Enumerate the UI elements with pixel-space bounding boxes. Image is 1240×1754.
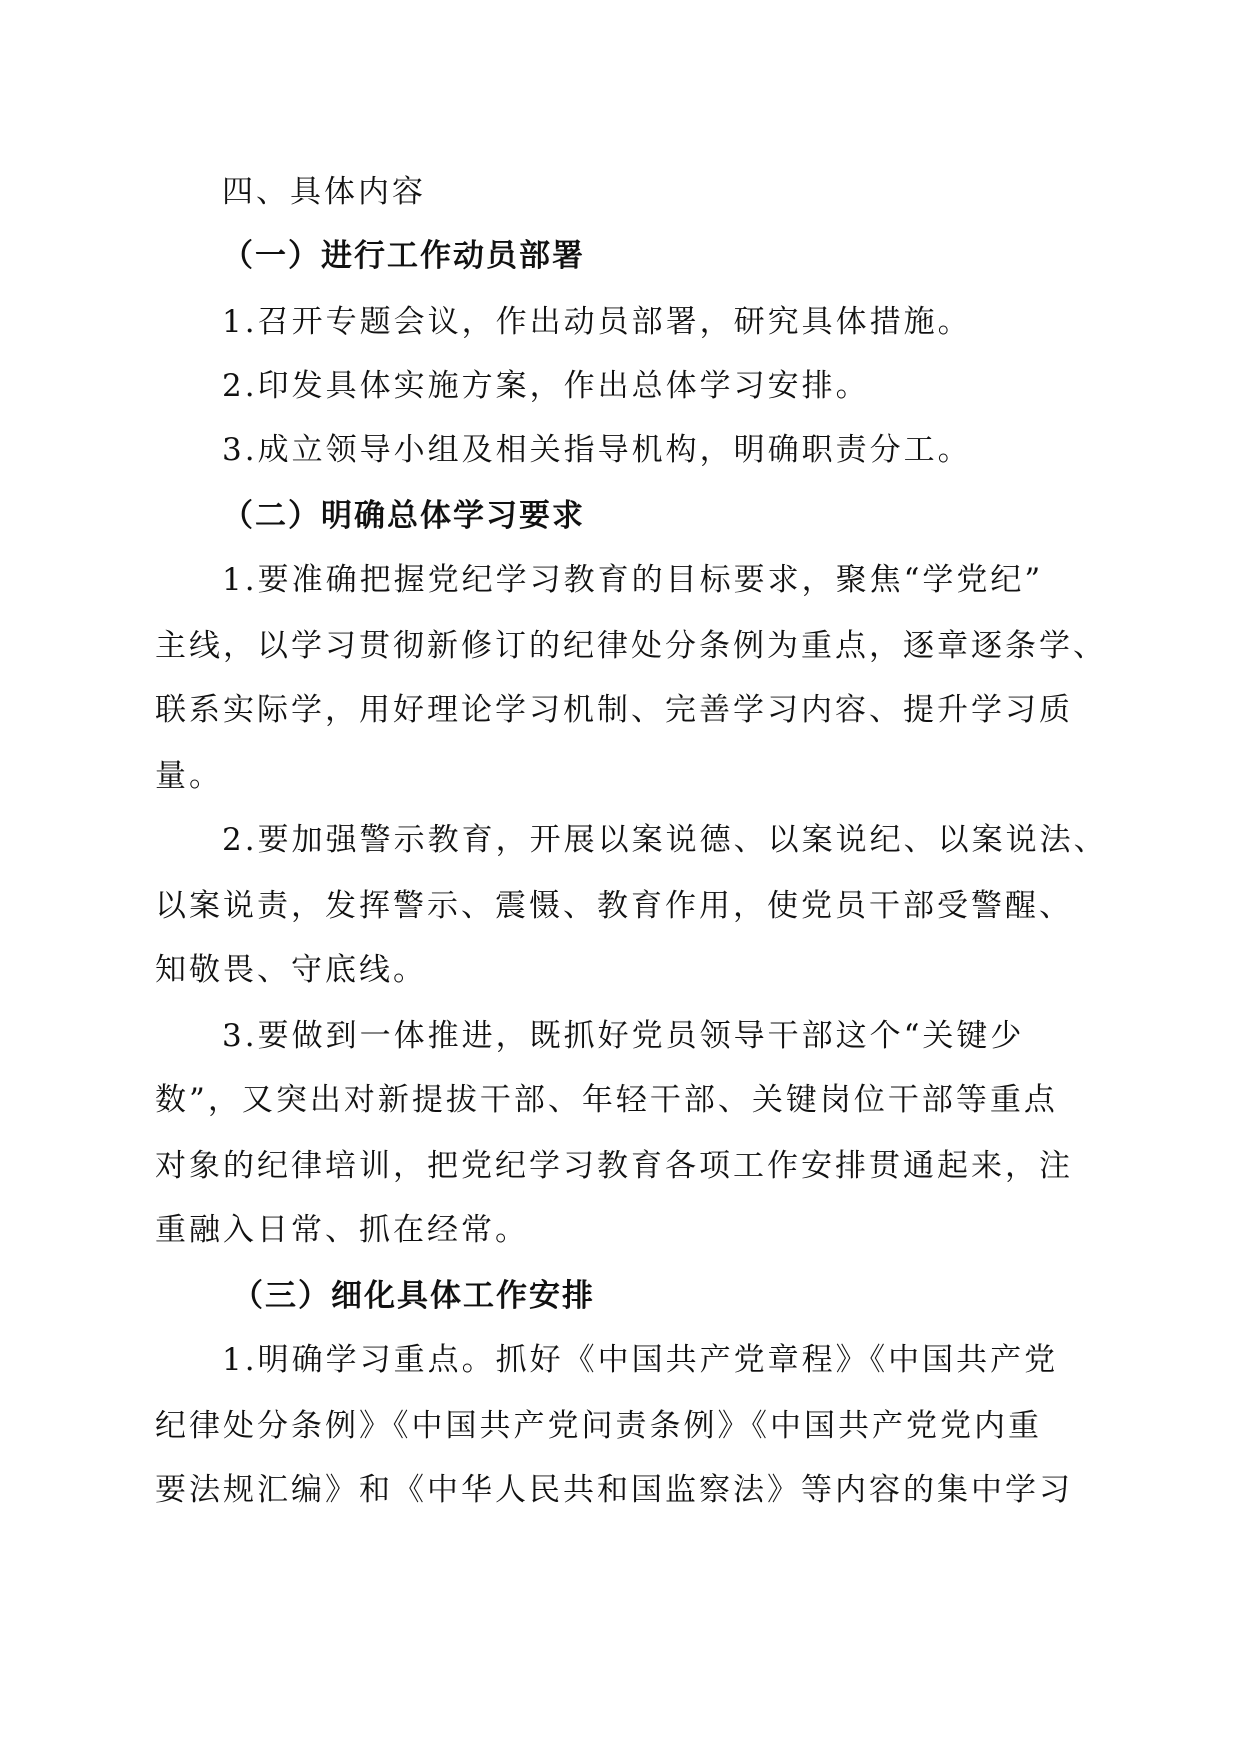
subsection-heading-2: （二）明确总体学习要求 — [222, 498, 585, 534]
subsection-heading-1: （一）进行工作动员部署 — [222, 238, 585, 274]
paragraph-line: 数”，又突出对新提拔干部、年轻干部、关键岗位干部等重点 — [155, 1082, 1058, 1118]
paragraph-line: 要法规汇编》和《中华人民共和国监察法》等内容的集中学习 — [155, 1472, 1073, 1508]
paragraph-line: 知敬畏、守底线。 — [155, 952, 427, 988]
paragraph-line: 对象的纪律培训，把党纪学习教育各项工作安排贯通起来，注 — [155, 1148, 1073, 1184]
paragraph-line: 量。 — [155, 758, 223, 794]
section-heading: 四、具体内容 — [222, 174, 426, 210]
paragraph-line: 3.要做到一体推进，既抓好党员领导干部这个“关键少 — [222, 1018, 1025, 1054]
paragraph-line: 纪律处分条例》《中国共产党问责条例》《中国共产党党内重 — [155, 1408, 1042, 1444]
paragraph-line: 1.明确学习重点。抓好《中国共产党章程》《中国共产党 — [222, 1342, 1059, 1378]
subsection-heading-3: （三）细化具体工作安排 — [232, 1278, 595, 1314]
paragraph-line: 以案说责，发挥警示、震慑、教育作用，使党员干部受警醒、 — [155, 888, 1073, 924]
list-item: 1.召开专题会议，作出动员部署，研究具体措施。 — [222, 304, 972, 340]
paragraph-line: 重融入日常、抓在经常。 — [155, 1212, 529, 1248]
list-item: 2.印发具体实施方案，作出总体学习安排。 — [222, 368, 870, 404]
paragraph-line: 联系实际学，用好理论学习机制、完善学习内容、提升学习质 — [155, 692, 1073, 728]
paragraph-line: 2.要加强警示教育，开展以案说德、以案说纪、以案说法、 — [222, 822, 1108, 858]
list-item: 3.成立领导小组及相关指导机构，明确职责分工。 — [222, 432, 972, 468]
paragraph-line: 主线，以学习贯彻新修订的纪律处分条例为重点，逐章逐条学、 — [155, 628, 1107, 664]
paragraph-line: 1.要准确把握党纪学习教育的目标要求，聚焦“学党纪” — [222, 562, 1044, 598]
